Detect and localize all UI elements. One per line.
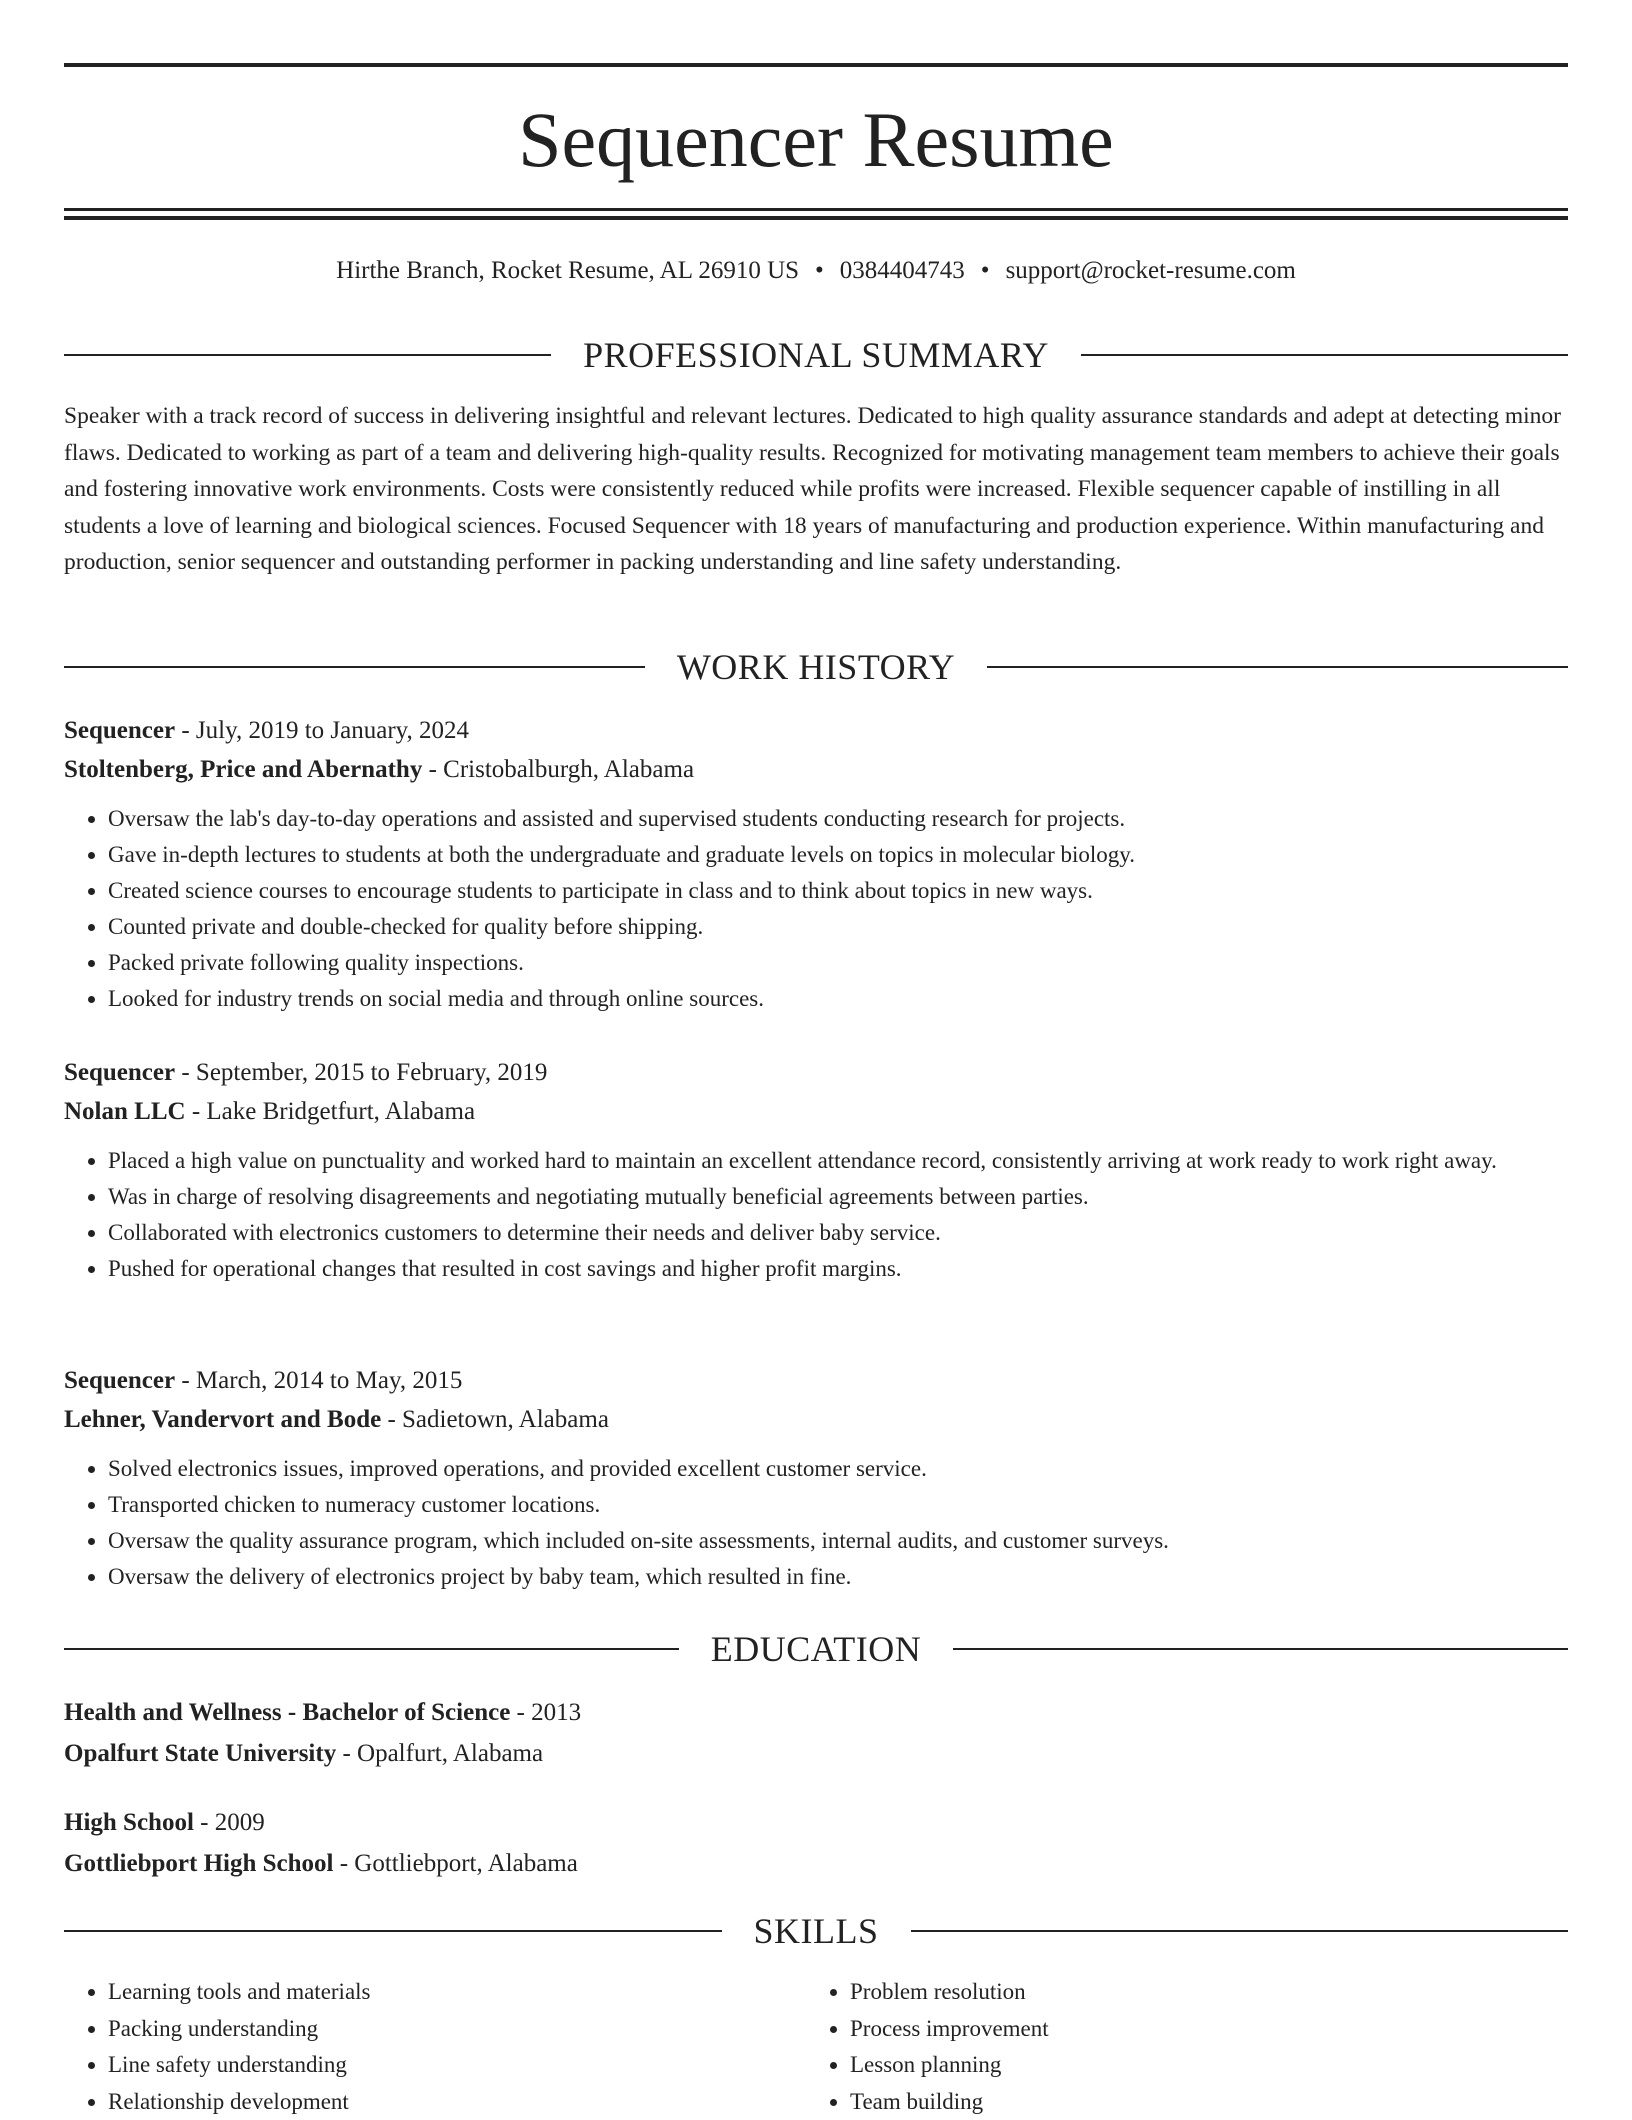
heading-label: EDUCATION <box>679 1627 953 1671</box>
section-heading-skills <box>64 1909 1568 1953</box>
skill-item: • Team building <box>850 2084 1548 2120</box>
section-heading-education <box>64 1627 1568 1671</box>
heading-rule-right <box>911 1930 1569 1932</box>
section-heading-summary <box>64 333 1568 377</box>
heading-label: WORK HISTORY <box>645 645 987 689</box>
job-bullets <box>64 801 1568 1017</box>
education-school-line <box>64 1846 1568 1882</box>
contact-separator: • <box>981 254 990 288</box>
job-entry <box>64 1363 1568 1595</box>
list-item: • Oversaw the quality assurance program, which included on-site assessments, internal audits, and customer surveys. <box>108 1523 1568 1559</box>
skills-column-right <box>806 1974 1548 2120</box>
list-item: • Oversaw the lab's day-to-day operations and assisted and supervised students conducting research for projects. <box>108 801 1568 837</box>
job-title: Sequencer <box>64 717 175 744</box>
section-heading-work <box>64 645 1568 689</box>
skill-item: • Learning tools and materials <box>108 1974 806 2011</box>
job-dates: - March, 2014 to May, 2015 <box>175 1367 462 1394</box>
list-item: • Gave in-depth lectures to students at both the undergraduate and graduate levels on topics in molecular biology. <box>108 837 1568 873</box>
education-entry <box>64 1695 1568 1772</box>
education-location: - Gottliebport, Alabama <box>333 1850 577 1877</box>
skills-list <box>64 1974 1568 2120</box>
job-title: Sequencer <box>64 1059 175 1086</box>
contact-email: support@rocket-resume.com <box>1006 257 1296 284</box>
title-rule-lower <box>64 216 1568 220</box>
job-company-line <box>64 752 1568 788</box>
skill-item: • Line safety understanding <box>108 2047 806 2084</box>
list-item: • Packed private following quality inspections. <box>108 945 1568 981</box>
list-item: • Counted private and double-checked for quality before shipping. <box>108 909 1568 945</box>
title-rule-upper <box>64 208 1568 211</box>
heading-label: PROFESSIONAL SUMMARY <box>551 333 1081 377</box>
education-location: - Opalfurt, Alabama <box>336 1740 543 1767</box>
summary-paragraph: Speaker with a track record of success in delivering insightful and relevant lectures. Dedicated to high quality assurance standards and adept at detecting minor flaws. Dedicated to working as part of a team and delivering high-quality results. Recognized for motivating management team members to achieve their goals and fostering innovative work environments. Costs were consistently reduced while profits were increased. Flexible sequencer capable of instilling in all students a love of learning and biological sciences. Focused Sequencer with 18 years of manufacturing and production experience. Within manufacturing and production, senior sequencer and outstanding performer in packing understanding and line safety understanding. <box>64 398 1568 581</box>
top-rule <box>64 63 1568 67</box>
heading-rule-left <box>64 1648 679 1650</box>
job-bullets <box>64 1451 1568 1595</box>
job-location: - Sadietown, Alabama <box>381 1406 609 1433</box>
skill-item: • Problem resolution <box>850 1974 1548 2011</box>
contact-separator: • <box>815 254 824 288</box>
job-dates: - July, 2019 to January, 2024 <box>175 717 469 744</box>
job-title-line <box>64 1055 1568 1091</box>
skills-column-left <box>64 1974 806 2120</box>
contact-phone: 0384404743 <box>840 257 965 284</box>
job-location: - Lake Bridgetfurt, Alabama <box>186 1098 475 1125</box>
job-bullets <box>64 1143 1568 1287</box>
job-entry <box>64 1055 1568 1287</box>
education-degree-line <box>64 1805 1568 1841</box>
list-item: • Placed a high value on punctuality and worked hard to maintain an excellent attendance record, consistently arriving at work ready to work right away. <box>108 1143 1568 1179</box>
job-title: Sequencer <box>64 1367 175 1394</box>
heading-rule-left <box>64 666 645 668</box>
heading-rule-left <box>64 354 551 356</box>
education-school: Gottliebport High School <box>64 1850 333 1877</box>
job-company: Stoltenberg, Price and Abernathy <box>64 756 422 783</box>
skill-item: • Packing understanding <box>108 2011 806 2048</box>
heading-rule-right <box>1081 354 1568 356</box>
education-school-line <box>64 1736 1568 1772</box>
job-company-line <box>64 1094 1568 1130</box>
education-entry <box>64 1805 1568 1882</box>
education-school: Opalfurt State University <box>64 1740 336 1767</box>
contact-line <box>64 254 1568 288</box>
list-item: • Collaborated with electronics customers to determine their needs and deliver baby service. <box>108 1215 1568 1251</box>
list-item: • Oversaw the delivery of electronics project by baby team, which resulted in fine. <box>108 1559 1568 1595</box>
list-item: • Created science courses to encourage students to participate in class and to think about topics in new ways. <box>108 873 1568 909</box>
education-year: - 2013 <box>510 1699 581 1726</box>
heading-rule-left <box>64 1930 722 1932</box>
education-degree: High School <box>64 1809 194 1836</box>
job-entry <box>64 713 1568 1017</box>
resume-title: Sequencer Resume <box>64 92 1568 188</box>
job-title-line <box>64 1363 1568 1399</box>
list-item: • Solved electronics issues, improved operations, and provided excellent customer service. <box>108 1451 1568 1487</box>
job-company: Lehner, Vandervort and Bode <box>64 1406 381 1433</box>
contact-address: Hirthe Branch, Rocket Resume, AL 26910 US <box>336 257 799 284</box>
skill-item: • Relationship development <box>108 2084 806 2120</box>
education-degree: Health and Wellness - Bachelor of Science <box>64 1699 510 1726</box>
heading-rule-right <box>987 666 1568 668</box>
education-degree-line <box>64 1695 1568 1731</box>
list-item: • Was in charge of resolving disagreements and negotiating mutually beneficial agreements between parties. <box>108 1179 1568 1215</box>
job-company: Nolan LLC <box>64 1098 186 1125</box>
education-year: - 2009 <box>194 1809 265 1836</box>
job-dates: - September, 2015 to February, 2019 <box>175 1059 547 1086</box>
heading-rule-right <box>953 1648 1568 1650</box>
list-item: • Looked for industry trends on social media and through online sources. <box>108 981 1568 1017</box>
job-title-line <box>64 713 1568 749</box>
job-location: - Cristobalburgh, Alabama <box>422 756 694 783</box>
job-company-line <box>64 1402 1568 1438</box>
heading-label: SKILLS <box>722 1909 911 1953</box>
skill-item: • Lesson planning <box>850 2047 1548 2084</box>
list-item: • Transported chicken to numeracy customer locations. <box>108 1487 1568 1523</box>
skill-item: • Process improvement <box>850 2011 1548 2048</box>
list-item: • Pushed for operational changes that resulted in cost savings and higher profit margins. <box>108 1251 1568 1287</box>
